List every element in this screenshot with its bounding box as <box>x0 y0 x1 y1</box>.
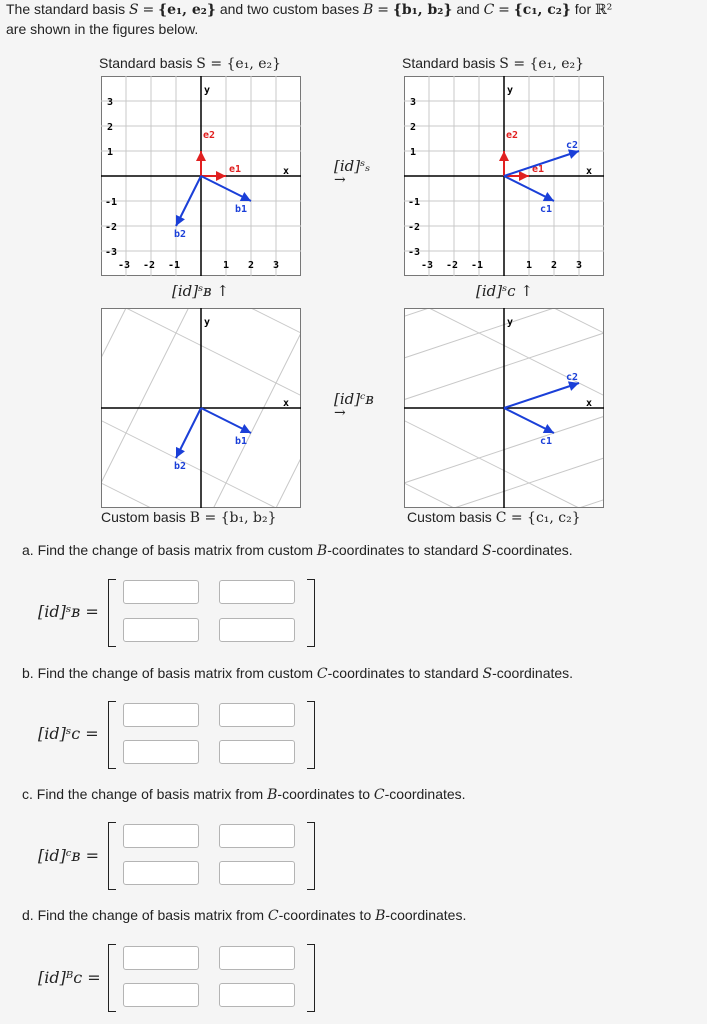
tl-b2-label: b2 <box>174 229 187 240</box>
arrow-label-left-up <box>172 282 229 300</box>
left-bracket <box>108 944 116 1012</box>
question-text: -coordinates. <box>492 665 574 681</box>
question-b <box>22 665 573 682</box>
figure-title-math: S = {e₁, e₂} <box>196 56 282 72</box>
matrix-d-cell-11[interactable] <box>123 946 199 970</box>
matrix-b-cell-22[interactable] <box>219 740 295 764</box>
question-d <box>22 907 466 924</box>
bl-b2-label: b2 <box>174 461 187 472</box>
basis-symbol: C <box>316 666 328 682</box>
plot-custom-basis-c <box>404 308 604 508</box>
question-text: Find the change of basis matrix from custom <box>37 665 314 681</box>
question-text: -coordinates to <box>277 786 371 802</box>
tr-e2-label: e2 <box>506 130 519 141</box>
basis-S-symbol: S <box>128 2 139 18</box>
tl-y-tick: -3 <box>105 247 118 258</box>
bl-y-axis-label: y <box>204 317 211 328</box>
tl-e1-label: e1 <box>229 164 242 175</box>
tr-y-tick: -1 <box>408 197 421 208</box>
question-text: Find the change of basis matrix from <box>36 786 264 802</box>
basis-C-set: {c₁, c₂} <box>513 2 571 18</box>
tr-x-tick: -2 <box>446 260 459 271</box>
right-bracket <box>307 944 315 1012</box>
matrix-a-cell-12[interactable] <box>219 580 295 604</box>
basis-symbol: C <box>373 787 385 803</box>
right-bracket <box>307 701 315 769</box>
question-text: -coordinates to standard <box>327 665 479 681</box>
matrix-d-cell-12[interactable] <box>219 946 295 970</box>
tr-x-tick: -3 <box>421 260 434 271</box>
figure-title-top-right <box>402 55 584 72</box>
question-letter: d. <box>22 907 34 923</box>
basis-S-set: {e₁, e₂} <box>158 2 216 18</box>
matrix-b-cell-12[interactable] <box>219 703 295 727</box>
intro-and: and <box>456 1 480 17</box>
left-bracket <box>108 701 116 769</box>
arrow-middle-text: [id]ᶜʙ <box>334 390 374 408</box>
bl-x-axis-label: x <box>283 398 290 409</box>
left-bracket <box>108 822 116 890</box>
tr-y-tick: 2 <box>410 122 417 133</box>
right-arrow-icon: → <box>334 405 346 421</box>
matrix-label-c: [id]ᶜʙ = <box>38 846 99 865</box>
question-text: -coordinates to standard <box>327 542 479 558</box>
tl-x-tick: 3 <box>273 260 280 271</box>
matrix-d-cell-21[interactable] <box>123 983 199 1007</box>
matrix-b-cell-11[interactable] <box>123 703 199 727</box>
matrix-a-cell-22[interactable] <box>219 618 295 642</box>
matrix-label-d: [id]ᴮᴄ = <box>38 968 101 987</box>
tr-x-axis-label: x <box>586 166 593 177</box>
arrow-top-text: [id]ˢₛ <box>334 157 371 175</box>
figure-title-math: S = {e₁, e₂} <box>499 56 585 72</box>
arrow-left-up-text: [id]ˢʙ ↑ <box>172 282 229 300</box>
tr-y-tick: -2 <box>408 222 421 233</box>
equals-sign: = <box>142 2 155 18</box>
matrix-b-cell-21[interactable] <box>123 740 199 764</box>
tl-y-tick: 1 <box>107 147 114 158</box>
intro-for: for <box>574 1 592 17</box>
matrix-label-b: [id]ˢᴄ = <box>38 724 99 743</box>
figure-title-prefix: Standard basis <box>402 55 496 71</box>
basis-symbol: S <box>482 666 493 682</box>
basis-symbol: S <box>482 543 492 559</box>
tl-x-tick: -2 <box>143 260 156 271</box>
plot-custom-basis-b <box>101 308 301 508</box>
intro-label: The standard basis <box>6 1 126 17</box>
tl-x-axis-label: x <box>283 166 290 177</box>
intro-label-2: and two custom bases <box>219 1 360 17</box>
br-x-axis-label: x <box>586 398 593 409</box>
right-arrow-icon: → <box>334 172 346 188</box>
equals-sign: = <box>377 2 389 18</box>
question-letter: b. <box>22 665 34 681</box>
arrow-right-up-text: [id]ˢᴄ ↑ <box>476 282 533 300</box>
matrix-c-cell-12[interactable] <box>219 824 295 848</box>
question-text: -coordinates. <box>491 542 573 558</box>
figure-title-prefix: Custom basis <box>407 509 492 525</box>
equals-sign: = <box>498 2 510 18</box>
tl-x-tick: 1 <box>223 260 230 271</box>
tr-e1-label: e1 <box>532 164 545 175</box>
tl-x-tick: -3 <box>118 260 131 271</box>
tr-c2-label: c2 <box>566 140 579 151</box>
tl-y-axis-label: y <box>204 85 211 96</box>
figure-title-prefix: Custom basis <box>101 509 186 525</box>
question-text: -coordinates. <box>384 786 466 802</box>
tl-y-tick: -2 <box>105 222 118 233</box>
matrix-c-cell-11[interactable] <box>123 824 199 848</box>
tr-y-tick: -3 <box>408 247 421 258</box>
br-c2-label: c2 <box>566 372 579 383</box>
matrix-c-cell-22[interactable] <box>219 861 295 885</box>
tl-e2-label: e2 <box>203 130 216 141</box>
basis-symbol: C <box>267 908 279 924</box>
tl-x-tick: -1 <box>168 260 181 271</box>
figure-title-math: C = {c₁, c₂} <box>495 510 581 526</box>
tr-x-tick: 1 <box>526 260 533 271</box>
question-letter: a. <box>22 542 34 558</box>
tr-c1-label: c1 <box>540 204 553 215</box>
intro-line-2: are shown in the figures below. <box>6 21 199 37</box>
figure-title-bottom-left <box>101 509 277 526</box>
arrow-label-top <box>334 157 371 188</box>
question-text: Find the change of basis matrix from custom <box>37 542 314 558</box>
figure-title-top-left <box>99 55 281 72</box>
question-text: -coordinates. <box>385 907 467 923</box>
figure-title-math: B = {b₁, b₂} <box>189 510 277 526</box>
tr-y-axis-label: y <box>507 85 514 96</box>
tr-y-tick: 3 <box>410 97 417 108</box>
matrix-label-a: [id]ˢʙ = <box>38 602 99 621</box>
r2-symbol: ℝ² <box>595 2 613 18</box>
question-c <box>22 786 466 803</box>
right-bracket <box>307 822 315 890</box>
tr-y-tick: 1 <box>410 147 417 158</box>
arrow-label-right-up <box>476 282 533 300</box>
plot-standard-basis-c <box>404 76 604 276</box>
left-bracket <box>108 579 116 647</box>
tl-y-tick: 2 <box>107 122 114 133</box>
tl-y-tick: 3 <box>107 97 114 108</box>
basis-C-symbol: C <box>483 2 495 18</box>
question-text: -coordinates to <box>278 907 372 923</box>
basis-symbol: B <box>316 543 328 559</box>
matrix-d-cell-22[interactable] <box>219 983 295 1007</box>
matrix-c-cell-21[interactable] <box>123 861 199 885</box>
plot-standard-basis-b <box>101 76 301 276</box>
figure-title-prefix: Standard basis <box>99 55 193 71</box>
tl-y-tick: -1 <box>105 197 118 208</box>
question-letter: c. <box>22 786 33 802</box>
matrix-a-cell-21[interactable] <box>123 618 199 642</box>
basis-symbol: B <box>267 787 278 803</box>
arrow-label-middle <box>334 390 374 421</box>
question-a <box>22 542 573 559</box>
question-text: Find the change of basis matrix from <box>37 907 265 923</box>
figure-title-bottom-right <box>407 509 581 526</box>
tr-x-tick: 2 <box>551 260 558 271</box>
basis-B-symbol: B <box>363 2 374 18</box>
right-bracket <box>307 579 315 647</box>
br-y-axis-label: y <box>507 317 514 328</box>
br-c1-label: c1 <box>540 436 553 447</box>
intro-text <box>6 0 701 39</box>
bl-b1-label: b1 <box>235 436 248 447</box>
tr-x-tick: -1 <box>471 260 484 271</box>
basis-B-set: {b₁, b₂} <box>392 2 453 18</box>
tr-x-tick: 3 <box>576 260 583 271</box>
matrix-a-cell-11[interactable] <box>123 580 199 604</box>
tl-b1-label: b1 <box>235 204 248 215</box>
basis-symbol: B <box>375 908 386 924</box>
tl-x-tick: 2 <box>248 260 255 271</box>
